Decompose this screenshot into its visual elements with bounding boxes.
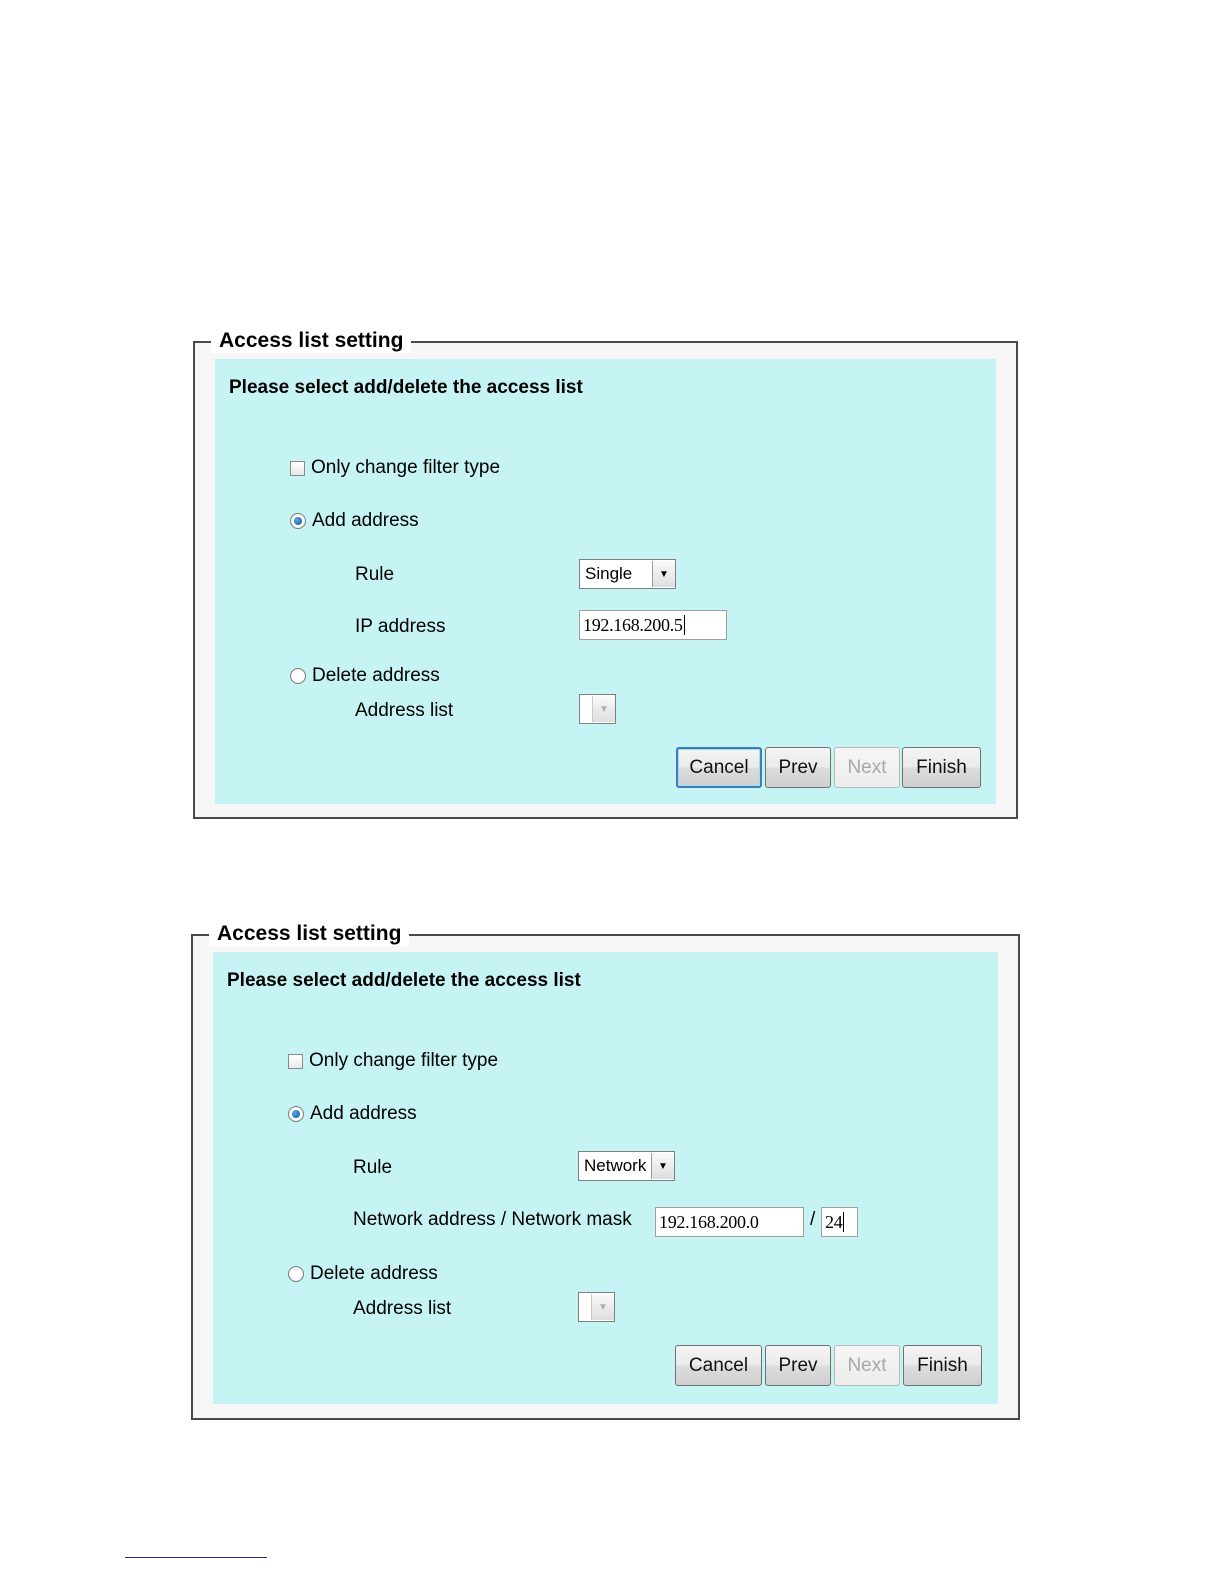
address-list-select[interactable] xyxy=(579,694,616,724)
address-list-label: Address list xyxy=(353,1298,452,1319)
ip-address-input[interactable] xyxy=(579,610,727,640)
finish-button[interactable]: Finish xyxy=(902,747,981,788)
add-address-label: Add address xyxy=(312,510,419,531)
delete-address-option[interactable] xyxy=(288,1263,438,1285)
rule-label: Rule xyxy=(355,564,395,585)
delete-address-radio[interactable] xyxy=(290,668,306,684)
access-list-panel-single xyxy=(193,329,1018,819)
next-button[interactable]: Next xyxy=(834,747,900,788)
panel-legend: Access list setting xyxy=(211,329,411,353)
delete-address-radio[interactable] xyxy=(288,1266,304,1282)
prev-button[interactable]: Prev xyxy=(765,1345,831,1386)
panel-heading: Please select add/delete the access list xyxy=(229,377,583,398)
text-caret xyxy=(843,1212,844,1232)
cancel-button[interactable]: Cancel xyxy=(675,1345,762,1386)
panel-heading: Please select add/delete the access list xyxy=(227,970,581,991)
only-change-filter-option[interactable] xyxy=(290,457,500,479)
ip-address-label: IP address xyxy=(355,616,446,637)
only-change-filter-checkbox[interactable] xyxy=(290,461,305,476)
prev-button[interactable]: Prev xyxy=(765,747,831,788)
network-address-input[interactable] xyxy=(655,1207,804,1237)
rule-label: Rule xyxy=(353,1157,393,1178)
delete-address-label: Delete address xyxy=(310,1263,438,1284)
only-change-filter-option[interactable] xyxy=(288,1050,498,1072)
add-address-radio[interactable] xyxy=(288,1106,304,1122)
cancel-button[interactable]: Cancel xyxy=(676,747,762,788)
panel-body xyxy=(213,952,998,1404)
rule-select-value: Single xyxy=(585,564,633,583)
mask-separator: / xyxy=(810,1209,816,1230)
network-address-value: 192.168.200.0 xyxy=(659,1211,759,1232)
delete-address-option[interactable] xyxy=(290,665,440,687)
chevron-down-icon[interactable]: ▼ xyxy=(591,1294,614,1320)
add-address-radio[interactable] xyxy=(290,513,306,529)
chevron-down-icon[interactable]: ▼ xyxy=(592,696,615,722)
network-mask-value: 24 xyxy=(825,1211,843,1232)
panel-legend: Access list setting xyxy=(209,922,409,946)
add-address-label: Add address xyxy=(310,1103,417,1124)
ip-address-value: 192.168.200.5 xyxy=(583,614,683,635)
rule-select[interactable] xyxy=(579,559,676,589)
only-change-filter-label: Only change filter type xyxy=(309,1050,499,1071)
access-list-panel-network xyxy=(191,922,1020,1420)
network-mask-input[interactable] xyxy=(821,1207,858,1237)
only-change-filter-checkbox[interactable] xyxy=(288,1054,303,1069)
panel-body xyxy=(215,359,996,804)
chevron-down-icon[interactable]: ▼ xyxy=(651,1153,674,1179)
network-address-label: Network address / Network mask xyxy=(353,1209,632,1230)
rule-select[interactable] xyxy=(578,1151,675,1181)
address-list-label: Address list xyxy=(355,700,454,721)
only-change-filter-label: Only change filter type xyxy=(311,457,501,478)
text-caret xyxy=(684,615,685,635)
address-list-select[interactable] xyxy=(578,1292,615,1322)
finish-button[interactable]: Finish xyxy=(903,1345,982,1386)
delete-address-label: Delete address xyxy=(312,665,440,686)
rule-select-value: Network xyxy=(584,1156,647,1175)
next-button[interactable]: Next xyxy=(834,1345,900,1386)
add-address-option[interactable] xyxy=(290,510,419,532)
footnote-divider xyxy=(125,1557,267,1558)
chevron-down-icon[interactable]: ▼ xyxy=(652,561,675,587)
add-address-option[interactable] xyxy=(288,1103,417,1125)
